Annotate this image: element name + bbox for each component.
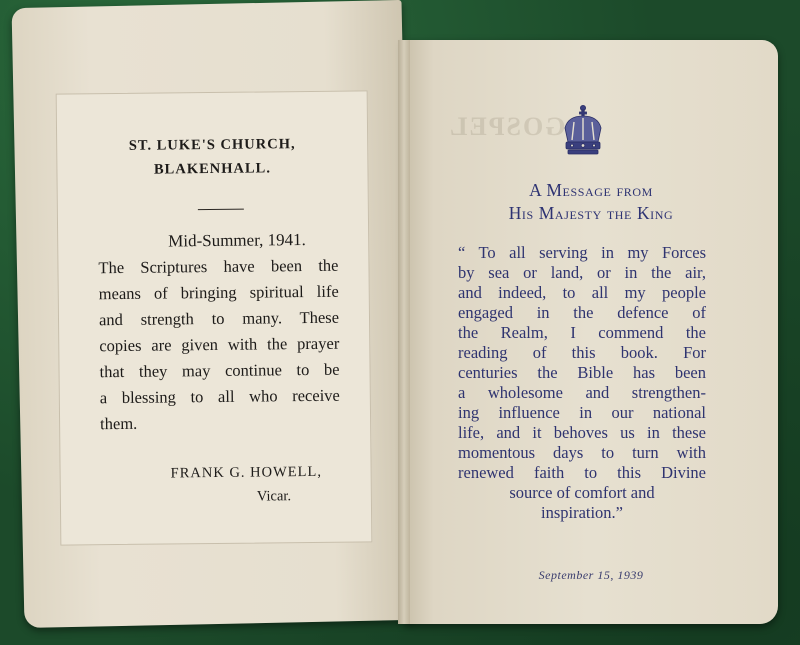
bleed-through-text: GOSPEL (448, 112, 566, 141)
message-date: September 15, 1939 (538, 568, 644, 582)
quote-line: momentous days to turn with (458, 443, 706, 462)
message-heading-sub: His Majesty the King (508, 203, 674, 223)
message-heading: A Message from (529, 180, 653, 200)
message-line: them. (100, 413, 138, 434)
quote-line: a wholesome and strengthen- (458, 383, 706, 402)
quote-line: source of comfort and (509, 483, 655, 502)
message-line: The Scriptures have been the (98, 255, 339, 278)
message-line: and strength to many. These (98, 307, 340, 330)
message-line: a blessing to all who receive (99, 385, 340, 408)
quote-line: the Realm, I commend the (458, 323, 706, 342)
church-location: BLAKENHALL. (153, 160, 272, 178)
book-spine (398, 40, 410, 624)
quote-line: life, and it behoves us in these (458, 423, 706, 442)
quote-line: by sea or land, or in the air, (458, 263, 706, 282)
message-line: copies are given with the prayer (99, 333, 340, 356)
quote-line: engaged in the defence of (458, 303, 706, 322)
royal-crown-icon (560, 104, 606, 160)
quote-line: inspiration.” (540, 503, 624, 522)
quote-line: centuries the Bible has been (458, 363, 706, 382)
quote-line: and indeed, to all my people (458, 283, 706, 302)
church-label-card (56, 90, 373, 545)
quote-line: reading of this book. For (458, 343, 706, 362)
quote-line: “ To all serving in my Forces (458, 243, 706, 262)
quote-line: ing influence in our national (458, 403, 706, 422)
signature-name: FRANK G. HOWELL, (170, 463, 323, 482)
church-name: ST. LUKE'S CHURCH, (128, 136, 296, 154)
message-line: that they may continue to be (99, 359, 340, 382)
divider (198, 209, 244, 210)
message-line: means of bringing spiritual life (98, 281, 339, 304)
label-date: Mid-Summer, 1941. (168, 230, 306, 251)
quote-line: renewed faith to this Divine (458, 463, 706, 482)
signature-title: Vicar. (256, 488, 292, 505)
